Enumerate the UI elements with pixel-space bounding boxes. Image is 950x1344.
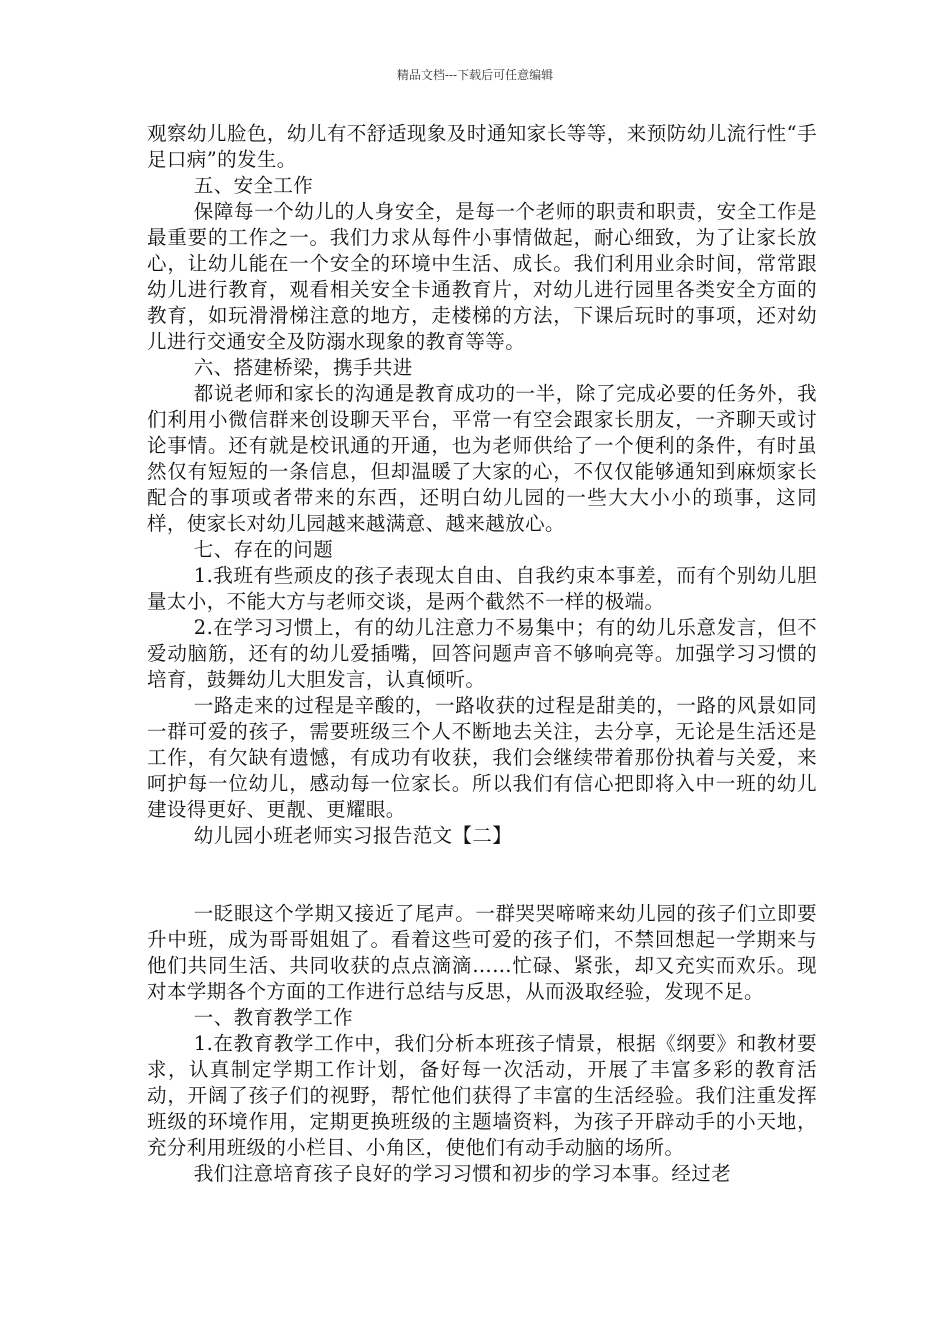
paragraph: 都说老师和家长的沟通是教育成功的一半，除了完成必要的任务外，我们利用小微信群来创设聊天平台，平常一有空会跟家长朋友，一齐聊天或讨论事情。还有就是校讯通的开通，也为老师供给了一个便利的条件，有时虽然仅有短短的一条信息，但却温暖了大家的心，不仅仅能够通知到麻烦家长配合的事项或者带来的东西，还明白幼儿园的一些大大小小的琐事，这同样，使家长对幼儿园越来越满意、越来越放心。 bbox=[147, 382, 817, 535]
paragraph: 保障每一个幼儿的人身安全，是每一个老师的职责和职责，安全工作是最重要的工作之一。我们力求从每件小事情做起，耐心细致，为了让家长放心，让幼儿能在一个安全的环境中生活、成长。我们利用业余时间，常常跟幼儿进行教育，观看相关安全卡通教育片，对幼儿进行园里各类安全方面的教育，如玩滑滑梯注意的地方，走楼梯的方法，下课后玩时的事项，还对幼儿进行交通安全及防溺水现象的教育等等。 bbox=[147, 200, 817, 353]
paragraph: 一眨眼这个学期又接近了尾声。一群哭哭啼啼来幼儿园的孩子们立即要升中班，成为哥哥姐姐了。看着这些可爱的孩子们，不禁回想起一学期来与他们共同生活、共同收获的点点滴滴……忙碌、紧张，却又充实而欢乐。现对本学期各个方面的工作进行总结与反思，从而汲取经验，发现不足。 bbox=[147, 902, 817, 1003]
section-heading: 五、安全工作 bbox=[193, 174, 314, 197]
section-heading: 一、教育教学工作 bbox=[193, 1006, 353, 1029]
paragraph: 观察幼儿脸色，幼儿有不舒适现象及时通知家长等等，来预防幼儿流行性“手足口病”的发生。 bbox=[147, 122, 817, 171]
document-body bbox=[147, 121, 817, 1187]
list-item: 1.我班有些顽皮的孩子表现太自由、自我约束本事差，而有个别幼儿胆量太小，不能大方与老师交谈，是两个截然不一样的极端。 bbox=[147, 564, 817, 613]
document-title: 幼儿园小班老师实习报告范文【二】 bbox=[193, 824, 513, 847]
paragraph: 我们注意培育孩子良好的学习习惯和初步的学习本事。经过老 bbox=[193, 1162, 732, 1185]
list-item: 2.在学习习惯上，有的幼儿注意力不易集中；有的幼儿乐意发言，但不爱动脑筋，还有的幼儿爱插嘴，回答问题声音不够响亮等。加强学习习惯的培育，鼓舞幼儿大胆发言，认真倾听。 bbox=[147, 616, 817, 691]
list-item: 1.在教育教学工作中，我们分析本班孩子情景，根据《纲要》和教材要求，认真制定学期工作计划，备好每一次活动，开展了丰富多彩的教育活动，开阔了孩子们的视野，帮忙他们获得了丰富的生活经验。我们注重发挥班级的环境作用，定期更换班级的主题墙资料，为孩子开辟动手的小天地，充分利用班级的小栏目、小角区，使他们有动手动脑的场所。 bbox=[147, 1032, 817, 1159]
paragraph: 一路走来的过程是辛酸的，一路收获的过程是甜美的，一路的风景如同一群可爱的孩子，需要班级三个人不断地去关注，去分享，无论是生活还是工作，有欠缺有遗憾，有成功有收获，我们会继续带着那份执着与关爱，来呵护每一位幼儿，感动每一位家长。所以我们有信心把即将入中一班的幼儿建设得更好、更靓、更耀眼。 bbox=[147, 694, 817, 821]
section-heading: 七、存在的问题 bbox=[193, 538, 334, 561]
page-header: 精品文档---下载后可任意编辑 bbox=[396, 68, 554, 82]
section-heading: 六、搭建桥梁，携手共进 bbox=[193, 356, 413, 379]
blank-line bbox=[147, 849, 817, 901]
